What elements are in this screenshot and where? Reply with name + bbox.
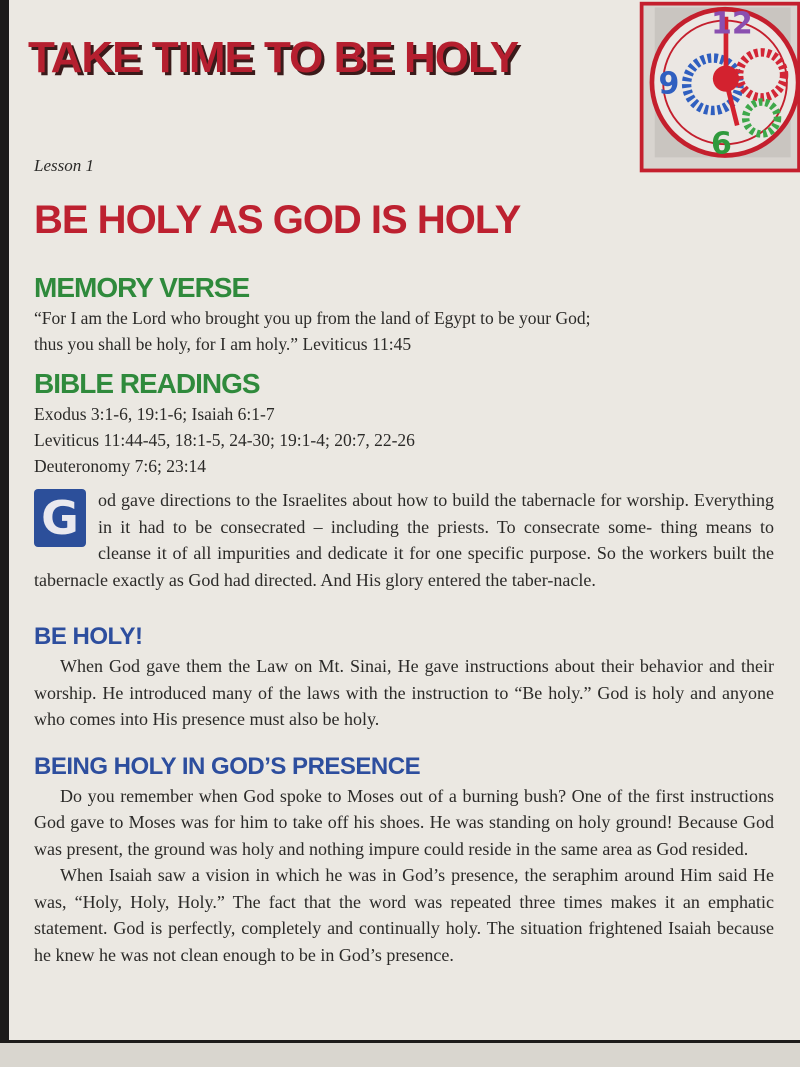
lesson-title: BE HOLY AS GOD IS HOLY (34, 198, 521, 242)
intro-paragraph (34, 487, 774, 593)
clock-number-6: 6 (710, 126, 732, 162)
lesson-label: Lesson 1 (34, 156, 94, 175)
reading-item: Exodus 3:1-6, 19:1-6; Isaiah 6:1-7 (34, 404, 275, 424)
reading-item: Deuteronomy 7:6; 23:14 (34, 456, 207, 476)
lesson-content (34, 155, 774, 968)
page-bottom-edge (0, 1040, 800, 1067)
clock-number-12: 12 (710, 6, 753, 42)
presence-paragraph: Do you remember when God spoke to Moses out of a burning bush? One of the first instructions God gave to Moses was for him to take off his shoes. He was standing on holy ground! Because God was present, the ground was holy and nothing impure could reside in the same area as God resided. (34, 785, 774, 859)
be-holy-paragraph: When God gave them the Law on Mt. Sinai, He gave instructions about their behavior and their worship. He introduced many of the laws with the instruction to “Be holy.” God is holy and anyone who comes into His presence must also be holy. (34, 656, 774, 729)
be-holy-heading: BE HOLY! (34, 623, 143, 650)
bible-readings-heading: BIBLE READINGS (34, 368, 260, 399)
presence-paragraph: When Isaiah saw a vision in which he was in God’s presence, the seraphim around Him said He was, “Holy, Holy, Holy.” The fact that the word was repeated three times makes it an emphatic statement. God is perfectly, completely and continually holy. The situation frightened Isaiah because he knew he was not clean enough to be in God’s presence. (34, 865, 774, 965)
memory-verse-text (34, 305, 774, 357)
drop-cap: G (34, 489, 86, 547)
intro-paragraph-start: od gave directions to the Israelites about how to build the tabernacle for worship. Everything in it had to be consecrated – including the priests. To consecrate some- (98, 490, 774, 537)
reading-item: Leviticus 11:44-45, 18:1-5, 24-30; 19:1-4; 20:7, 22-26 (34, 430, 415, 450)
clock-gears-illustration (636, 0, 800, 176)
memory-verse-heading: MEMORY VERSE (34, 272, 250, 303)
memory-verse-line: “For I am the Lord who brought you up from the land of Egypt to be your God; (34, 308, 591, 328)
presence-heading: BEING HOLY IN GOD’S PRESENCE (34, 752, 421, 780)
memory-verse-line: thus you shall be holy, for I am holy.” Leviticus 11:45 (34, 334, 412, 354)
clock-number-9: 9 (658, 66, 680, 102)
intro-paragraph-rest: thing means to cleanse it of all impurities and dedicate it for one specific purpose. So the workers built the tabernacle exactly as God had directed. And His glory entered the taber-nacle. (34, 516, 775, 590)
page-binding-edge (0, 0, 9, 1067)
bible-readings-list (34, 401, 774, 479)
page-title: TAKE TIME TO BE HOLY (28, 33, 519, 82)
